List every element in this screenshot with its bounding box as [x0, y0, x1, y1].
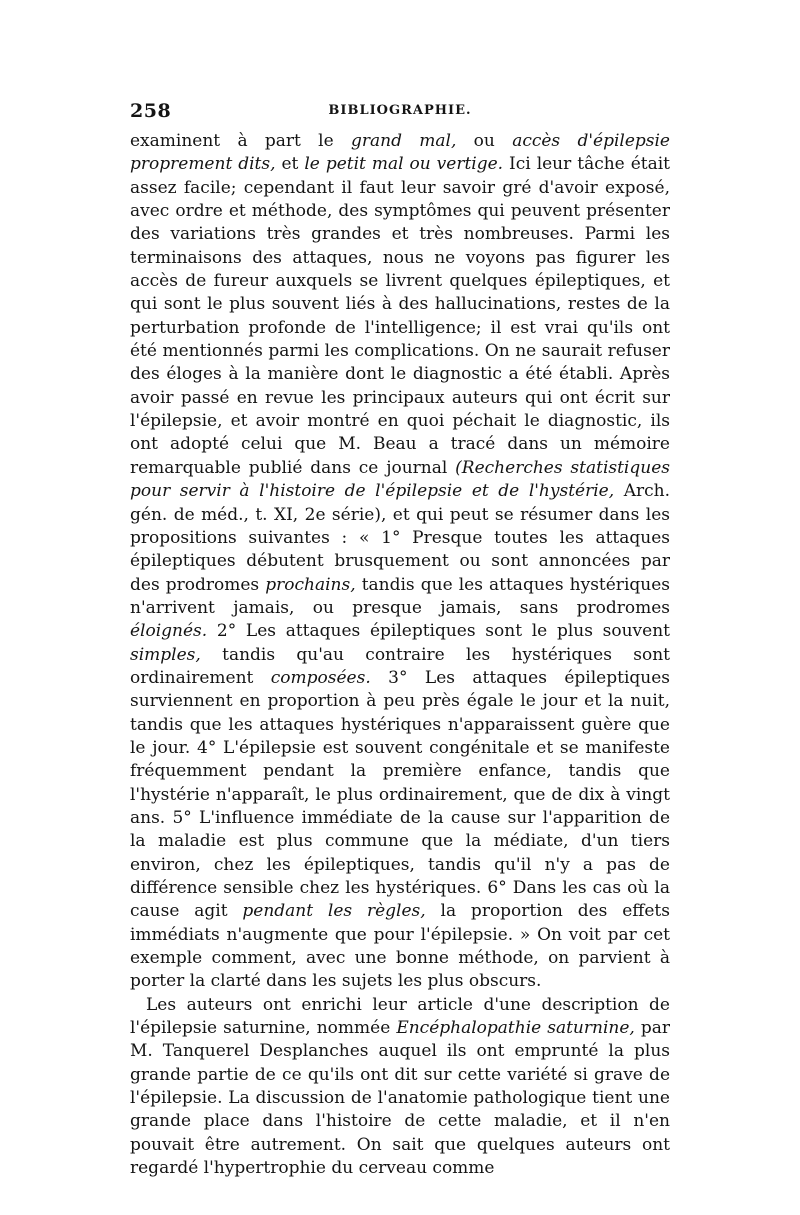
italic-run: éloignés.	[130, 621, 208, 642]
italic-run: le petit mal ou vertige.	[304, 154, 504, 175]
text-run: tandis que les attaques hystériques n'arrivent jamais, ou presque jamais, sans prodromes	[130, 574, 670, 618]
italic-run: Encéphalopathie saturnine,	[396, 1018, 635, 1039]
text-run: tandis qu'au contraire les hystériques sont ordinairement	[130, 644, 670, 688]
italic-run: pendant les règles,	[242, 901, 426, 922]
italic-run: accès d'épilepsie proprement dits,	[130, 131, 670, 175]
text-run: ou	[456, 131, 513, 151]
text-run: et	[275, 154, 305, 175]
body-text	[130, 130, 670, 1180]
page-header	[130, 100, 670, 126]
text-run: Arch. gén. de méd., t. XI, 2e série), et qui peut se résumer dans les propositions suivantes : « 1° Presque toutes les attaques épileptiques débutent brusquement ou sont annoncées par des prodromes	[130, 481, 670, 595]
paragraph-2	[130, 994, 670, 1181]
running-head: BIBLIOGRAPHIE.	[328, 103, 472, 118]
text-run: la proportion des effets immédiats n'augmente que pour l'épilepsie. » On voit par cet exemple comment, avec une bonne méthode, on parvient à porter la clarté dans les sujets les plus obscurs.	[130, 901, 670, 992]
italic-run: (Recherches statistiques pour servir à l'histoire de l'épilepsie et de l'hystérie,	[130, 457, 670, 502]
italic-run: simples,	[130, 644, 201, 665]
text-run: examinent à part le	[130, 131, 351, 151]
italic-run: composées.	[270, 667, 371, 688]
text-run: Ici leur tâche était assez facile; cependant il faut leur savoir gré d'avoir exposé, avec ordre et méthode, des symptômes qui peuvent présenter des variations très grandes et très nombreuses. Parmi les terminaisons des attaques, nous ne voyons pas figurer les accès de fureur auxquels se livrent quelques épileptiques, et qui sont le plus souvent liés à des hallucinations, restes de la perturbation profonde de l'intelligence; il est vrai qu'ils ont été mentionnés parmi les complications. On ne saurait refuser des éloges à la manière dont le diagnostic a été établi. Après avoir passé en revue les principaux auteurs qui ont écrit sur l'épilepsie, et avoir montré en quoi péchait le diagnostic, ils ont adopté celui que M. Beau a tracé dans un mémoire remarquable publié dans ce journal	[130, 154, 670, 478]
paragraph-1	[130, 130, 670, 994]
text-run: 3° Les attaques épileptiques surviennent en proportion à peu près égale le jour et la nuit, tandis que les attaques hystériques n'apparaissent guère que le jour. 4° L'épilepsie est souvent congénitale et se manifeste fréquemment pendant la première enfance, tandis que l'hystérie n'apparaît, le plus ordinairement, que de dix à vingt ans. 5° L'influence immédiate de la cause sur l'apparition de la maladie est plus commune que la médiate, d'un tiers environ, chez les épileptiques, tandis qu'il n'y a pas de différence sensible chez les hystériques. 6° Dans les cas où la cause agit	[130, 667, 670, 922]
text-run: 2° Les attaques épileptiques sont le plus souvent	[207, 621, 670, 642]
text-run: par M. Tanquerel Desplanches auquel ils ont emprunté la plus grande partie de ce qu'ils ont dit sur cette variété si grave de l'épilepsie. La discussion de l'anatomie pathologique tient une grande place dans l'histoire de cette maladie, et il n'en pouvait être autrement. On sait que quelques auteurs ont regardé l'hypertrophie du cerveau comme	[130, 1018, 670, 1179]
italic-run: prochains,	[265, 574, 356, 595]
italic-run: grand mal,	[350, 131, 457, 151]
text-run: Les auteurs ont enrichi leur article d'une description de l'épilepsie saturnine, nommée	[130, 994, 670, 1039]
page-number: 258	[130, 100, 172, 122]
